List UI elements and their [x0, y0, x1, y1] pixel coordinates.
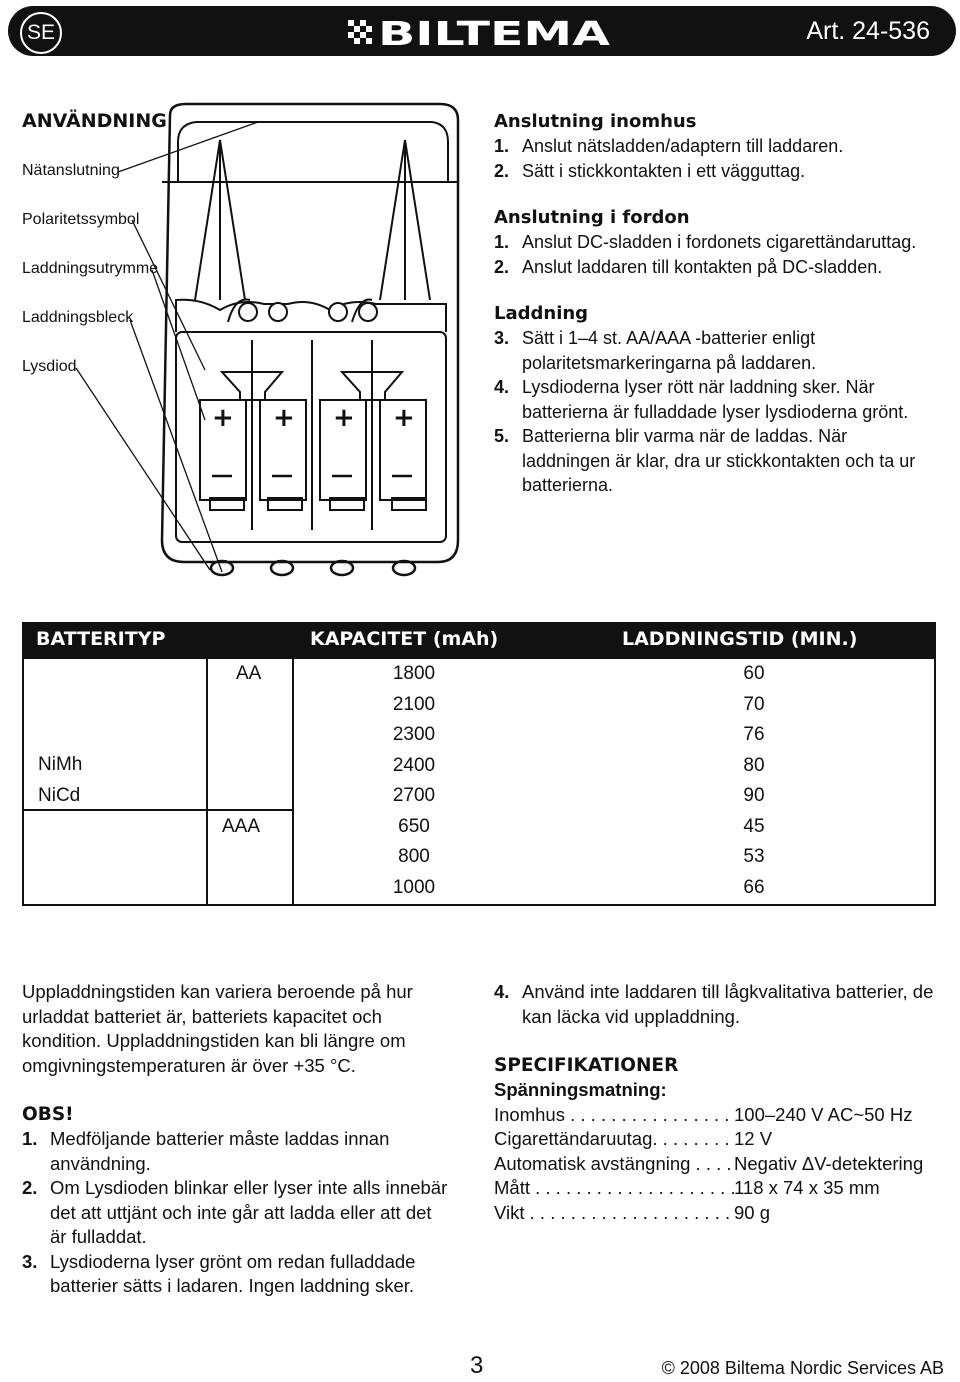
header-battery-type: BATTERITYP	[36, 628, 166, 650]
obs-heading: OBS!	[22, 1104, 74, 1125]
notes-intro: Uppladdningstiden kan variera beroende på hur urladdat batteriet är, batteriets kapacitet och kondition. Uppladdningstiden kan bli längre om omgivningstemperaturen är över +35 °C.	[22, 981, 413, 1076]
label-led: Lysdiod	[22, 358, 77, 375]
label-polarity: Polaritetssymbol	[22, 211, 140, 228]
capacity-cell: 2300	[392, 724, 436, 745]
battery-table	[22, 656, 936, 906]
list-item: 1. Anslut nätsladden/adaptern till laddaren.	[494, 136, 844, 156]
spec-row: Cigarettändaruutag. . . . 12 V	[494, 1127, 934, 1152]
time-cell: 45	[743, 816, 765, 837]
svg-text:+: +	[333, 403, 355, 433]
size-aaa: AAA	[222, 816, 261, 837]
svg-text:+: +	[273, 403, 295, 433]
time-cell: 76	[743, 724, 765, 745]
capacity-cell: 1800	[392, 663, 436, 684]
list-item: 4. Lysdioderna lyser rött när laddning sker. När batterierna är fulladdade lyser lysdioderna grönt.	[494, 377, 909, 422]
capacity-cell: 2400	[392, 755, 436, 776]
table-divider	[206, 659, 208, 809]
header-bar	[8, 6, 956, 56]
capacity-cell: 800	[398, 846, 430, 867]
vehicle-heading: Anslutning i fordon	[494, 207, 690, 228]
instructions-column	[494, 110, 934, 498]
spec-row: Inomhus . . . 100–240 V AC~50 Hz	[494, 1103, 934, 1128]
time-cell: 90	[743, 785, 765, 806]
spec-row: Automatisk avstängning . . . Negativ ΔV-detektering	[494, 1152, 934, 1177]
capacity-cell: 2700	[392, 785, 436, 806]
time-cell: 66	[743, 877, 765, 898]
indoor-heading: Anslutning inomhus	[494, 111, 697, 132]
page-number: 3	[470, 1352, 484, 1379]
type-nicd: NiCd	[38, 785, 81, 806]
list-item: 2. Anslut laddaren till kontakten på DC-sladden.	[494, 256, 883, 277]
article-number: Art. 24-536	[806, 17, 930, 45]
table-divider	[292, 659, 294, 904]
usage-title: ANVÄNDNING	[22, 110, 167, 132]
list-item: 2. Sätt i stickkontakten i ett vägguttag.	[494, 160, 806, 181]
specs-heading: SPECIFIKATIONER	[494, 1055, 679, 1076]
svg-text:+: +	[393, 403, 415, 433]
table-header	[22, 622, 936, 658]
capacity-cell: 2100	[392, 694, 436, 715]
header-capacity: KAPACITET (mAh)	[310, 628, 499, 650]
list-item: 2. Om Lysdioden blinkar eller lyser inte alls innebär det att uttjänt och inte går att ladda eller att det är fulladdat.	[22, 1177, 448, 1247]
copyright: © 2008 Biltema Nordic Services AB	[661, 1358, 944, 1378]
time-cell: 60	[743, 663, 765, 684]
brand-logo	[348, 14, 618, 48]
label-mains: Nätanslutning	[22, 162, 120, 179]
language-badge: SE	[20, 12, 62, 54]
notes-column	[22, 980, 450, 1299]
charger-illustration	[0, 100, 490, 605]
time-cell: 80	[743, 755, 765, 776]
label-compartment: Laddningsutrymme	[22, 260, 159, 277]
svg-text:BILTEMA: BILTEMA	[378, 14, 611, 48]
time-cell: 53	[743, 846, 765, 867]
spec-row: Mått . . . 118 x 74 x 35 mm	[494, 1176, 934, 1201]
list-item: 5. Batterierna blir varma när de laddas. När laddningen är klar, dra ur stickkontakten och ta ur batterierna.	[494, 426, 916, 495]
list-item: 4. Använd inte laddaren till lågkvalitativa batterier, de kan läcka vid uppladdning.	[494, 981, 934, 1027]
type-nimh: NiMh	[38, 754, 83, 775]
table-divider	[24, 809, 292, 811]
svg-text:+: +	[212, 403, 234, 433]
list-item: 1. Anslut DC-sladden i fordonets cigarettändaruttag.	[494, 232, 917, 252]
spec-row: Vikt . . . 90 g	[494, 1201, 934, 1226]
size-aa: AA	[236, 663, 262, 684]
table-divider	[206, 811, 208, 904]
label-contact: Laddningsbleck	[22, 309, 134, 326]
charging-heading: Laddning	[494, 303, 589, 324]
specs-column	[494, 980, 934, 1225]
capacity-cell: 1000	[392, 877, 436, 898]
time-cell: 70	[743, 694, 765, 715]
list-item: 3. Lysdioderna lyser grönt om redan fulladdade batterier sätts i ladaren. Ingen laddning sker.	[22, 1250, 416, 1296]
specs-subtitle: Spänningsmatning:	[494, 1079, 667, 1100]
list-item: 3. Sätt i 1–4 st. AA/AAA -batterier enligt polaritetsmarkeringarna på laddaren.	[494, 328, 817, 373]
capacity-cell: 650	[398, 816, 430, 837]
header-charge-time: LADDNINGSTID (MIN.)	[622, 628, 858, 650]
list-item: 1. Medföljande batterier måste laddas innan användning.	[22, 1128, 390, 1174]
